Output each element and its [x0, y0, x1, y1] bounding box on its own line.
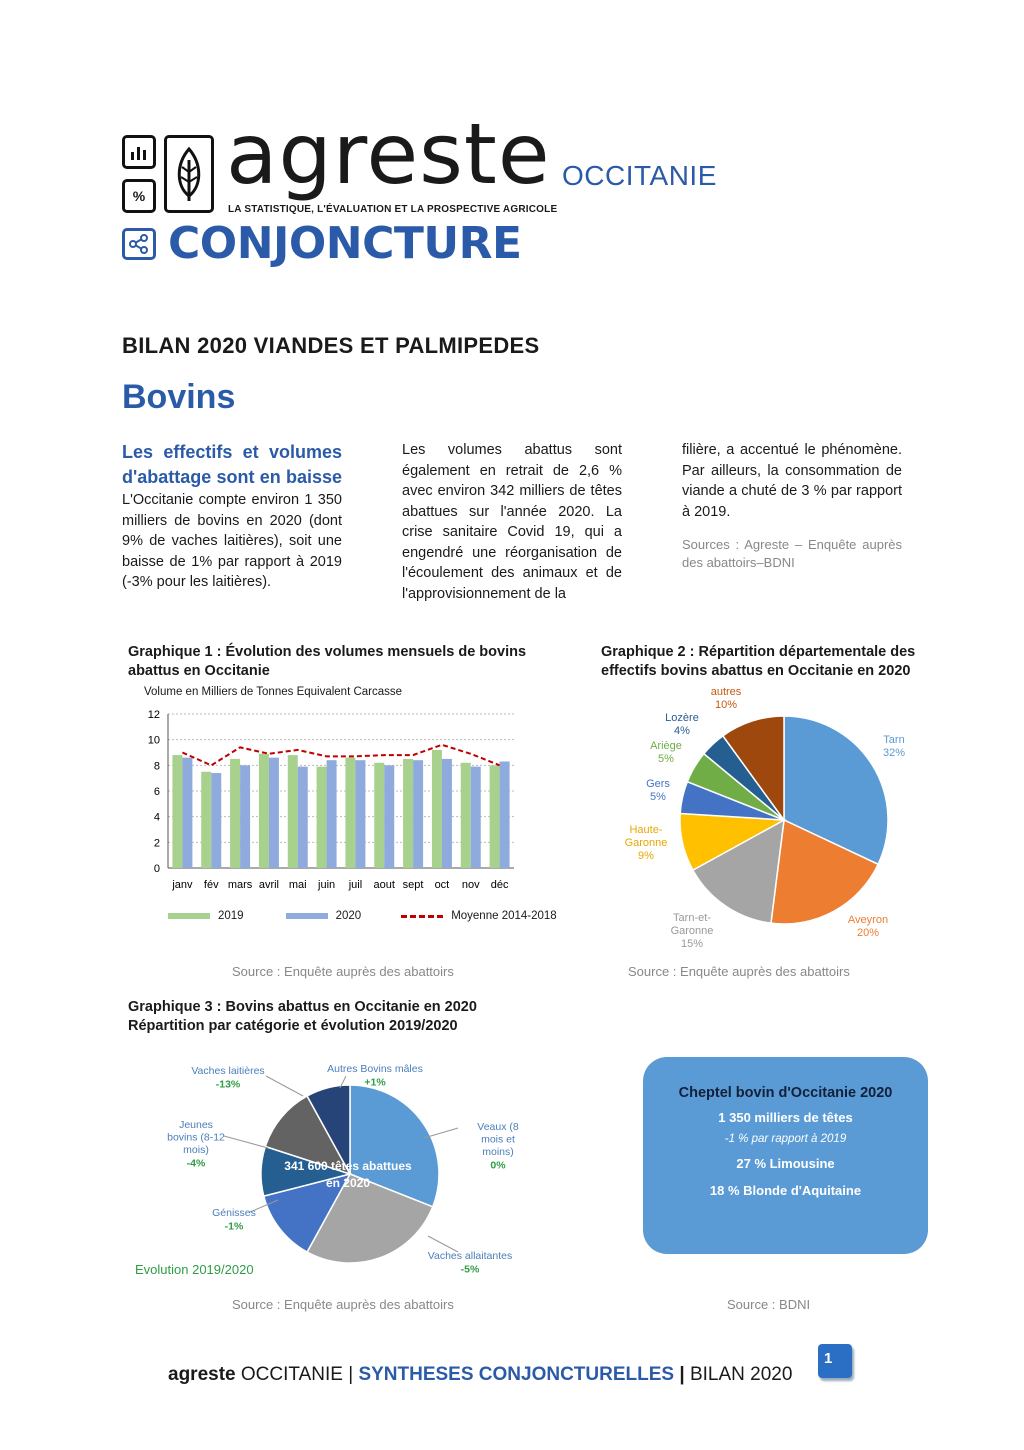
dept-label-gers: Gers 5%	[646, 778, 670, 803]
cat-label-vaches-allaitantes: Vaches allaitantes	[427, 1250, 513, 1262]
bar-2019-mai	[288, 755, 298, 868]
y-tick-label: 0	[153, 863, 160, 875]
dept-label-tarn: Tarn 32%	[882, 734, 906, 759]
bar-2019-juil	[345, 758, 355, 868]
graph2-title: Graphique 2 : Répartition départementale des effectifs bovins abattus en Occitanie en 2020	[601, 644, 916, 679]
cat-label-veaux-8-mois-et-moins-: Veaux (8 mois et moins)	[477, 1121, 519, 1158]
section-title: Bovins	[122, 378, 236, 416]
leader-line	[224, 1136, 268, 1148]
cat-label-jeunes-bovins-8-12-mois-: Jeunes bovins (8-12 mois)	[167, 1119, 225, 1156]
graph3-title-line2: Répartition par catégorie et évolution 2019/2020	[128, 1018, 458, 1034]
y-tick-label: 10	[147, 734, 160, 747]
dept-label-autres: autres 10%	[710, 686, 742, 711]
bar-2020-avril	[269, 758, 279, 868]
bar-2019-aout	[374, 763, 384, 868]
bar-2019-juin	[317, 767, 327, 868]
bar-2020-fév	[211, 773, 221, 868]
bar-2020-sept	[413, 760, 423, 868]
bar-2020-déc	[500, 761, 510, 868]
sources-note: Sources : Agreste – Enquête auprès des abattoirs–BDNI	[682, 537, 902, 570]
x-tick-label: nov	[461, 879, 480, 891]
footer-brand: agreste	[168, 1364, 236, 1385]
box-source: Source : BDNI	[727, 1297, 811, 1312]
agreste-logo	[122, 135, 214, 217]
x-tick-label: juil	[348, 879, 363, 891]
x-tick-label: janv	[172, 879, 193, 891]
footer-period: BILAN 2020	[689, 1364, 793, 1385]
dept-label-loz-re: Lozère 4%	[665, 712, 699, 737]
text-column-3	[682, 440, 902, 572]
leaf-icon	[164, 135, 214, 213]
x-tick-label: sept	[402, 879, 424, 891]
footer-region: OCCITANIE	[240, 1364, 343, 1385]
brand-subtitle: LA STATISTIQUE, L'ÉVALUATION ET LA PROSPECTIVE AGRICOLE	[228, 204, 558, 215]
cat-evolution: +1%	[364, 1076, 386, 1089]
box-line-limousine: 27 % Limousine	[736, 1156, 835, 1171]
text-column-1	[122, 440, 342, 593]
legend-swatch-2020	[286, 913, 328, 919]
footer	[168, 1364, 792, 1386]
x-tick-label: oct	[434, 879, 450, 891]
graph3-title	[128, 998, 548, 1036]
dept-label-ari-ge: Ariège 5%	[650, 740, 682, 765]
legend-label-2019: 2019	[218, 910, 244, 922]
y-tick-label: 2	[153, 837, 160, 850]
cat-label-autres-bovins-m-les: Autres Bovins mâles	[327, 1063, 423, 1075]
graph3-evolution-label: Evolution 2019/2020	[135, 1262, 254, 1277]
graph1-legend	[168, 910, 557, 922]
graph1-bar-chart	[128, 700, 528, 900]
legend-label-2020: 2020	[335, 910, 362, 922]
bar-2020-oct	[442, 759, 452, 868]
legend-swatch-average	[401, 915, 443, 918]
box-title: Cheptel bovin d'Occitanie 2020	[678, 1085, 893, 1101]
bar-2019-janv	[172, 755, 182, 868]
x-tick-label: déc	[490, 879, 509, 891]
center-label-line1: 341 600 têtes abattues	[284, 1159, 412, 1173]
dept-label-haute-garonne: Haute-Garonne 9%	[624, 824, 668, 862]
bar-2019-fév	[201, 772, 211, 868]
cat-evolution: 0%	[490, 1159, 506, 1172]
cat-evolution: -5%	[460, 1263, 480, 1276]
x-tick-label: aout	[373, 879, 395, 891]
cat-evolution: -4%	[186, 1157, 206, 1170]
col3-body: filière, a accentué le phénomène. Par ailleurs, la consommation de viande a chuté de 3 % par rapport à 2019.	[682, 442, 902, 520]
dept-label-tarn-et-garonne: Tarn-et-Garonne 15%	[670, 912, 714, 950]
graph2-pie-chart	[600, 685, 920, 960]
x-tick-label: mars	[227, 879, 253, 891]
y-tick-label: 8	[153, 760, 160, 773]
bar-2020-aout	[384, 765, 394, 868]
bar-2020-mars	[240, 765, 250, 868]
document-title: BILAN 2020 VIANDES ET PALMIPEDES	[122, 333, 540, 358]
bar-2020-nov	[471, 767, 481, 868]
graph3-pie-chart	[128, 1050, 548, 1290]
graph2-source: Source : Enquête auprès des abattoirs	[628, 964, 850, 979]
region-label: OCCITANIE	[562, 160, 717, 191]
footer-section: SYNTHESES CONJONCTURELLES	[358, 1364, 675, 1385]
network-icon	[122, 228, 156, 260]
brand-name: agreste	[226, 105, 551, 203]
average-line	[182, 745, 499, 766]
dept-label-aveyron: Aveyron 20%	[847, 914, 889, 939]
graph3-title-line1: Graphique 3 : Bovins abattus en Occitanie en 2020	[128, 999, 477, 1015]
box-line-evolution: -1 % par rapport à 2019	[724, 1133, 847, 1145]
lead-heading: Les effectifs et volumes d'abattage sont en baisse	[122, 442, 342, 487]
bar-2019-oct	[432, 750, 442, 868]
x-tick-label: fév	[203, 879, 219, 891]
bar-2019-sept	[403, 759, 413, 868]
bar-chart-icon	[122, 135, 156, 169]
cat-evolution: -1%	[224, 1220, 244, 1233]
y-tick-label: 12	[147, 709, 160, 721]
percent-icon: %	[122, 179, 156, 213]
cat-label-vaches-laiti-res: Vaches laitières	[191, 1065, 265, 1077]
page-number: 1	[818, 1344, 852, 1378]
box-line-blonde: 18 % Blonde d'Aquitaine	[709, 1183, 862, 1198]
graph1-source: Source : Enquête auprès des abattoirs	[232, 964, 454, 979]
col2-body: Les volumes abattus sont également en retrait de 2,6 % avec environ 342 milliers de têtes abattues sur l'année 2020. La crise sanitaire Covid 19, qui a engendré une réorganisation de l'écoulement des animaux et de l'approvisionnement de la	[402, 442, 622, 602]
x-tick-label: juin	[318, 879, 336, 891]
cat-label-g-nisses: Génisses	[212, 1207, 256, 1219]
bar-2020-mai	[298, 767, 308, 868]
footer-separator-2: |	[679, 1364, 685, 1385]
y-tick-label: 6	[153, 786, 160, 798]
box-line-total: 1 350 milliers de têtes	[718, 1110, 853, 1125]
bar-2020-janv	[182, 758, 192, 868]
cat-evolution: -13%	[215, 1078, 241, 1091]
legend-swatch-2019	[168, 913, 210, 919]
legend-label-average: Moyenne 2014-2018	[451, 910, 557, 922]
leader-line	[266, 1076, 303, 1096]
y-tick-label: 4	[153, 811, 160, 824]
graph1-unit: Volume en Milliers de Tonnes Equivalent Carcasse	[144, 686, 403, 698]
bar-2020-juin	[327, 760, 337, 868]
graph3-source: Source : Enquête auprès des abattoirs	[232, 1297, 454, 1312]
x-tick-label: mai	[288, 879, 307, 891]
bar-2019-mars	[230, 759, 240, 868]
center-label-line2: en 2020	[325, 1176, 371, 1190]
bar-2019-nov	[461, 763, 471, 868]
bar-2020-juil	[355, 760, 365, 868]
bar-2019-déc	[490, 765, 500, 868]
x-tick-label: avril	[258, 879, 280, 891]
footer-separator: |	[348, 1364, 354, 1385]
bar-2019-avril	[259, 754, 269, 868]
col1-body: L'Occitanie compte environ 1 350 milliers de bovins en 2020 (dont 9% de vaches laitières), soit une baisse de 1% par rapport à 2019 (-3% pour les laitières).	[122, 492, 342, 590]
series-name: CONJONCTURE	[168, 218, 522, 269]
graph1-title: Graphique 1 : Évolution des volumes mensuels de bovins abattus en Occitanie	[128, 644, 527, 679]
text-column-2	[402, 440, 622, 604]
cheptel-summary-box	[643, 1057, 928, 1254]
